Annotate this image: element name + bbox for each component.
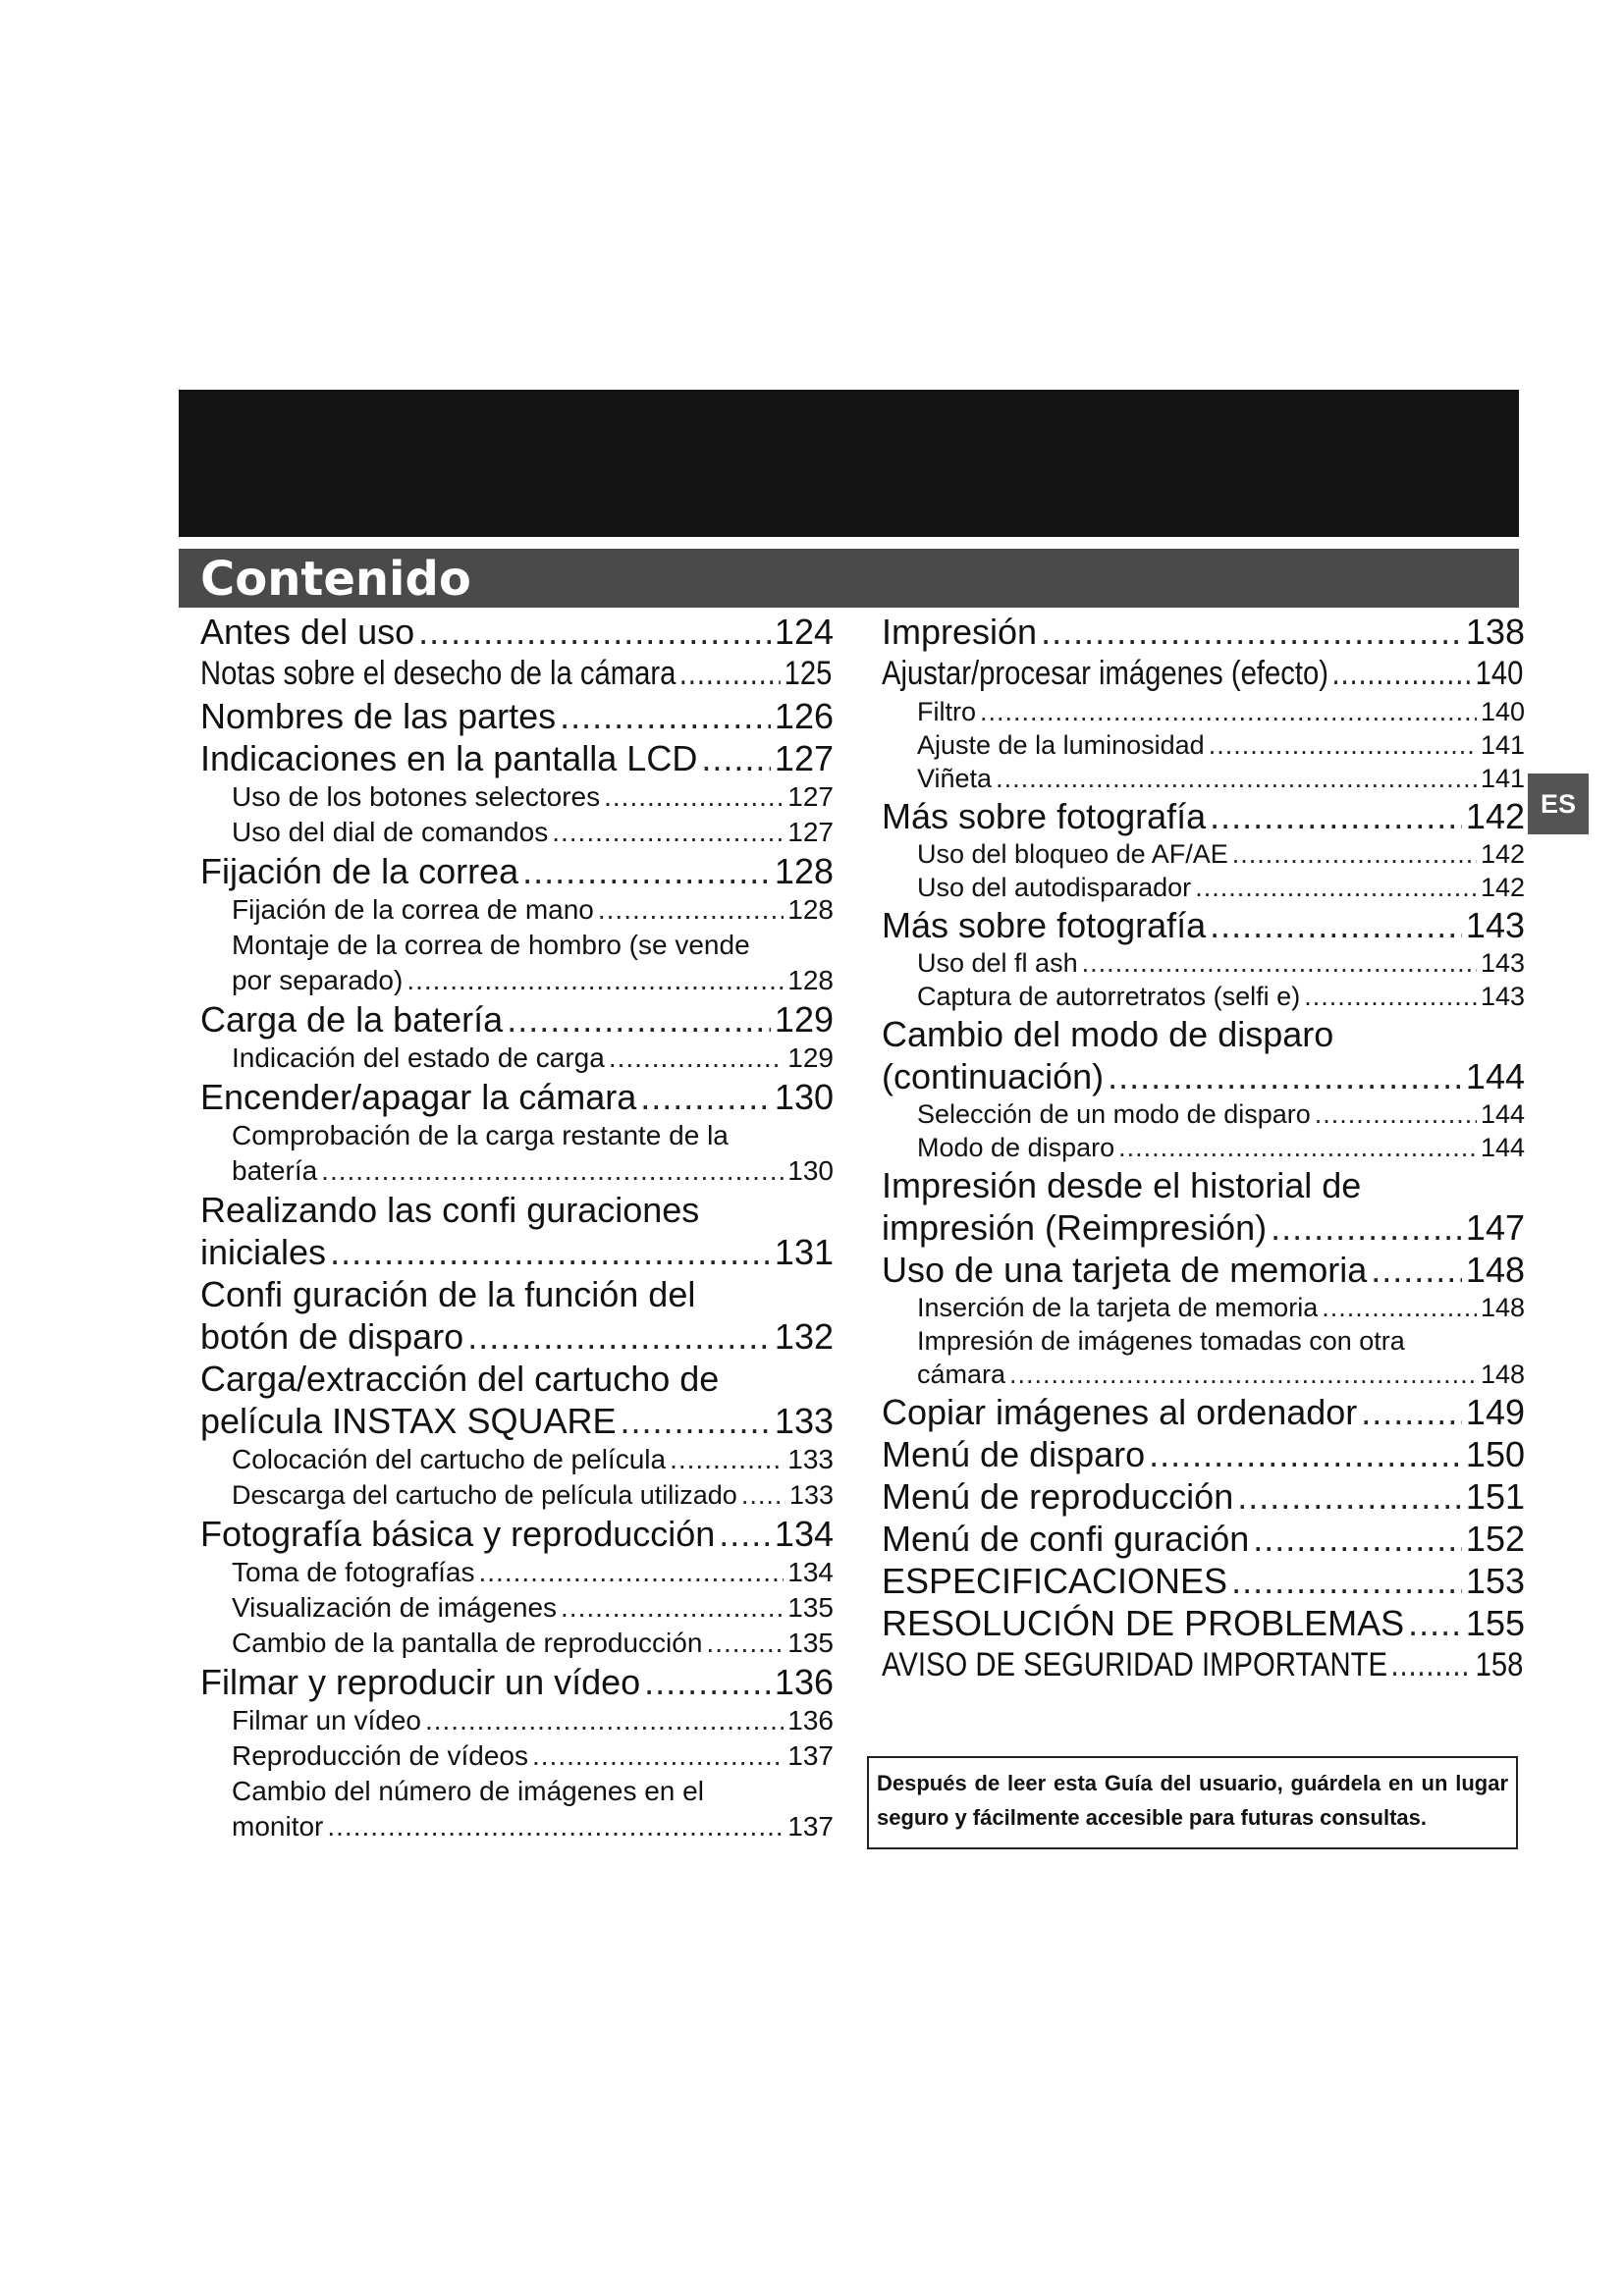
toc-right-column [882,611,1525,1686]
leader-dots [604,779,784,815]
toc-page-number: 130 [774,1077,834,1117]
toc-page-number: 142 [1480,839,1525,869]
toc-page-number: 136 [787,1705,834,1735]
toc-entry[interactable] [882,980,1525,1013]
leader-dots [1210,904,1462,946]
toc-entry-title: AVISO DE SEGURIDAD IMPORTANTE [882,1646,1388,1683]
leader-dots [552,815,784,850]
toc-entry-title: Impresión desde el historial de [882,1165,1362,1205]
toc-entry-title-cont: (continuación) [882,1056,1105,1096]
toc-entry-title: Captura de autorretratos (selfi e) [917,982,1301,1011]
toc-entry-title: Colocación del cartucho de película [232,1444,667,1474]
leader-dots [1304,980,1477,1013]
toc-entry-title: Ajustar/procesar imágenes (efecto) [882,655,1329,692]
toc-entry-title: Menú de disparo [882,1434,1146,1474]
toc-entry-title: ESPECIFICACIONES [882,1561,1228,1601]
toc-entry[interactable] [200,1442,834,1477]
toc-entry-title: Descarga del cartucho de película utilizado [232,1480,737,1510]
leader-dots [706,1626,784,1661]
toc-entry-title: Uso de una tarjeta de memoria [882,1250,1368,1290]
toc-entry[interactable] [200,1626,834,1661]
toc-entry-title: Uso del fl ash [917,948,1078,978]
toc-entry[interactable] [200,1118,834,1189]
toc-page-number: 129 [774,999,834,1040]
leader-dots [1232,837,1477,871]
leader-dots [719,1513,771,1555]
leader-dots [478,1555,784,1590]
toc-entry[interactable] [882,1560,1525,1602]
toc-page-number: 133 [788,1480,834,1510]
toc-entry[interactable] [200,779,834,815]
leader-dots [1231,1560,1462,1602]
toc-entry[interactable] [200,1041,834,1076]
leader-dots [1253,1518,1462,1560]
toc-entry[interactable] [200,1076,834,1118]
leader-dots [620,1400,770,1442]
toc-entry[interactable] [200,850,834,892]
toc-entry[interactable] [882,1644,1523,1686]
toc-entry-title: Cambio del número de imágenes en el [232,1776,704,1806]
toc-entry-title: Reproducción de vídeos [232,1740,528,1771]
toc-page-number: 132 [774,1316,834,1357]
toc-entry[interactable] [882,611,1525,653]
toc-entry[interactable] [882,1475,1525,1518]
toc-entry-title: Uso del bloqueo de AF/AE [917,839,1228,869]
toc-entry[interactable] [200,815,834,850]
toc-entry-title: Filmar y reproducir un vídeo [200,1662,641,1702]
toc-entry[interactable] [882,762,1525,795]
toc-page-number: 141 [1480,730,1525,760]
toc-page-number: 135 [787,1592,834,1623]
toc-entry-title-cont: botón de disparo [200,1316,464,1357]
toc-entry-title-cont: cámara [917,1360,1006,1389]
leader-dots [1390,1644,1472,1686]
leader-dots [425,1703,784,1738]
toc-page-number: 151 [1465,1476,1525,1517]
toc-entry-title: Indicación del estado de carga [232,1042,605,1073]
leader-dots [560,695,771,737]
toc-entry[interactable] [200,1738,834,1774]
leader-dots [701,737,771,779]
toc-entry[interactable] [882,837,1525,871]
toc-entry[interactable] [200,1590,834,1626]
toc-entry[interactable] [200,1703,834,1738]
toc-page-number: 152 [1465,1519,1525,1559]
leader-dots [1331,653,1472,695]
toc-entry[interactable] [200,1358,834,1442]
leader-dots [330,1231,771,1273]
toc-entry[interactable] [882,1324,1525,1391]
toc-entry-title-cont: impresión (Reimpresión) [882,1207,1268,1248]
toc-entry[interactable] [200,653,832,695]
toc-entry-title: Filtro [917,697,976,726]
toc-page-number: 125 [784,655,833,692]
leader-dots [321,1153,784,1189]
leader-dots [1322,1291,1477,1324]
leader-dots [1082,946,1477,980]
toc-entry-title: Nombres de las partes [200,696,557,736]
toc-page-number: 143 [1465,905,1525,945]
toc-entry-title: Realizando las confi guraciones [200,1190,700,1230]
toc-entry[interactable] [882,1164,1525,1249]
toc-page-number: 131 [774,1232,834,1272]
leader-dots [598,892,784,928]
toc-left-column [200,611,834,1844]
toc-entry[interactable] [200,1661,834,1703]
toc-page-number: 127 [774,738,834,778]
toc-entry-title: Modo de disparo [917,1133,1115,1162]
toc-entry-title: Inserción de la tarjeta de memoria [917,1293,1319,1322]
toc-page-number: 140 [1480,697,1525,726]
toc-entry-title: Copiar imágenes al ordenador [882,1392,1358,1432]
toc-entry-title: Impresión de imágenes tomadas con otra [917,1326,1405,1356]
toc-entry[interactable] [882,1131,1525,1164]
leader-dots [1195,871,1477,904]
toc-entry[interactable] [882,1518,1525,1560]
toc-entry-title: Menú de confi guración [882,1519,1250,1559]
leader-dots [1237,1475,1462,1518]
toc-entry[interactable] [882,653,1523,695]
toc-entry[interactable] [882,904,1525,946]
leader-dots [1210,795,1462,837]
toc-page-number: 128 [787,894,834,925]
toc-page-number: 128 [774,851,834,891]
leader-dots [670,1442,784,1477]
toc-entry[interactable] [200,998,834,1041]
leader-dots [741,1477,785,1513]
leader-dots [1371,1249,1462,1291]
toc-page-number: 143 [1480,982,1525,1011]
toc-entry-title: Uso del dial de comandos [232,817,549,847]
leader-dots [1009,1358,1477,1391]
toc-entry[interactable] [200,737,834,779]
leader-dots [1361,1391,1462,1433]
toc-entry-title: Más sobre fotografía [882,905,1207,945]
leader-dots [980,695,1477,728]
toc-entry[interactable] [882,1097,1525,1131]
toc-entry-title: Uso del autodisparador [917,873,1192,902]
toc-entry[interactable] [200,892,834,928]
title-bar [179,549,1519,608]
toc-page-number: 147 [1465,1207,1525,1248]
toc-page-number: 129 [787,1042,834,1073]
toc-page-number: 148 [1480,1360,1525,1389]
toc-entry-title: Más sobre fotografía [882,796,1207,836]
toc-entry-title: Fijación de la correa de mano [232,894,594,925]
toc-entry[interactable] [882,1433,1525,1475]
toc-entry-title: Fijación de la correa [200,851,519,891]
leader-dots [532,1738,784,1774]
leader-dots [327,1809,784,1844]
toc-page-number: 148 [1465,1250,1525,1290]
toc-entry[interactable] [200,1513,834,1555]
leader-dots [406,963,784,998]
toc-entry[interactable] [200,1774,834,1844]
page-title: Contenido [200,552,471,607]
leader-dots [418,611,771,653]
leader-dots [561,1590,784,1626]
toc-page-number: 149 [1465,1392,1525,1432]
toc-entry[interactable] [882,1013,1525,1097]
leader-dots [679,653,781,695]
toc-entry[interactable] [882,871,1525,904]
toc-entry[interactable] [200,695,834,737]
toc-entry[interactable] [882,728,1525,762]
toc-page-number: 158 [1475,1646,1524,1683]
toc-entry-title: Encender/apagar la cámara [200,1077,637,1117]
toc-entry[interactable] [200,928,834,998]
toc-page-number: 127 [787,781,834,812]
toc-entry-title: Filmar un vídeo [232,1705,421,1735]
toc-entry-title: Confi guración de la función del [200,1274,696,1314]
toc-page-number: 127 [787,817,834,847]
toc-page-number: 134 [774,1514,834,1554]
toc-entry-title: Indicaciones en la pantalla LCD [200,738,698,778]
toc-entry-title: Cambio del modo de disparo [882,1014,1334,1054]
toc-page-number: 138 [1465,612,1525,652]
toc-page-number: 144 [1480,1099,1525,1129]
toc-page-number: 148 [1480,1293,1525,1322]
toc-entry-title: RESOLUCIÓN DE PROBLEMAS [882,1603,1405,1643]
toc-entry[interactable] [882,1602,1525,1644]
toc-entry-title: Toma de fotografías [232,1557,475,1587]
toc-page-number: 144 [1465,1056,1525,1096]
toc-entry-title-cont: por separado) [232,965,404,995]
toc-page-number: 142 [1465,796,1525,836]
toc-entry[interactable] [882,1291,1525,1324]
toc-entry[interactable] [882,1249,1525,1291]
language-tab: ES [1528,774,1589,834]
toc-entry-title-cont: iniciales [200,1232,327,1272]
toc-entry-title: Fotografía básica y reproducción [200,1514,716,1554]
leader-dots [644,1661,771,1703]
leader-dots [522,850,771,892]
toc-page-number: 124 [774,612,834,652]
leader-dots [996,762,1477,795]
toc-entry-title: Montaje de la correa de hombro (se vende [232,930,750,960]
toc-entry[interactable] [882,1391,1525,1433]
toc-page-number: 134 [787,1557,834,1587]
toc-page-number: 135 [787,1628,834,1658]
toc-page-number: 142 [1480,873,1525,902]
leader-dots [1408,1602,1462,1644]
toc-entry-title: Notas sobre el desecho de la cámara [200,655,677,692]
toc-entry-title: Menú de reproducción [882,1476,1234,1517]
toc-entry[interactable] [200,1189,834,1273]
toc-page-number: 141 [1480,764,1525,793]
toc-page-number: 144 [1480,1133,1525,1162]
leader-dots [1118,1131,1477,1164]
toc-entry-title: Cambio de la pantalla de reproducción [232,1628,703,1658]
toc-page-number: 137 [787,1740,834,1771]
toc-entry[interactable] [200,1555,834,1590]
toc-page-number: 133 [774,1401,834,1441]
toc-page-number: 140 [1475,655,1524,692]
leader-dots [1108,1055,1462,1097]
leader-dots [507,998,771,1041]
toc-entry-title: Impresión [882,612,1038,652]
leader-dots [1315,1097,1477,1131]
toc-entry-title: Selección de un modo de disparo [917,1099,1311,1129]
notice-box [867,1756,1518,1849]
toc-entry-title: Carga/extracción del cartucho de [200,1359,720,1399]
toc-entry[interactable] [200,611,834,653]
toc-entry[interactable] [200,1477,834,1513]
toc-entry[interactable] [882,946,1525,980]
toc-entry-title: Visualización de imágenes [232,1592,558,1623]
toc-page-number: 128 [787,965,834,995]
toc-entry-title-cont: monitor [232,1811,324,1842]
toc-page-number: 133 [787,1444,834,1474]
toc-entry-title: Antes del uso [200,612,415,652]
notice-text: Después de leer esta Guía del usuario, guárdela en un lugar seguro y fácilmente accesible para futuras consultas. [877,1771,1508,1830]
leader-dots [640,1076,771,1118]
toc-page-number: 126 [774,696,834,736]
toc-entry[interactable] [882,795,1525,837]
header-banner [179,390,1519,537]
toc-entry-title: Viñeta [917,764,993,793]
toc-entry-title: Carga de la batería [200,999,504,1040]
leader-dots [1271,1206,1462,1249]
toc-entry-title: Ajuste de la luminosidad [917,730,1205,760]
leader-dots [1041,611,1462,653]
toc-page-number: 137 [787,1811,834,1842]
toc-entry-title-cont: película INSTAX SQUARE [200,1401,617,1441]
toc-entry[interactable] [200,1273,834,1358]
toc-entry-title: Comprobación de la carga restante de la [232,1120,729,1150]
toc-entry[interactable] [882,695,1525,728]
leader-dots [609,1041,784,1076]
toc-page-number: 155 [1465,1603,1525,1643]
leader-dots [1209,728,1477,762]
leader-dots [1149,1433,1462,1475]
toc-page-number: 153 [1465,1561,1525,1601]
toc-entry-title-cont: batería [232,1155,318,1186]
toc-page-number: 130 [787,1155,834,1186]
toc-page-number: 136 [774,1662,834,1702]
toc-page-number: 150 [1465,1434,1525,1474]
leader-dots [467,1315,771,1358]
toc-page-number: 143 [1480,948,1525,978]
toc-entry-title: Uso de los botones selectores [232,781,601,812]
